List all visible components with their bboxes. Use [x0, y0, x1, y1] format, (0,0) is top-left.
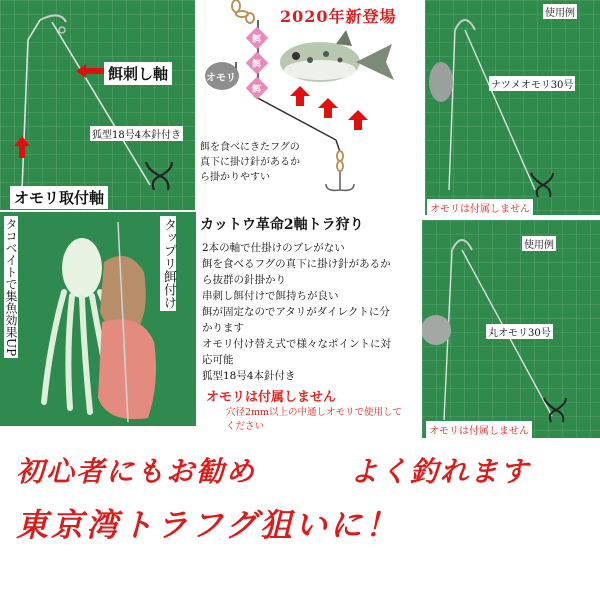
usage-photo-panel-bottomright [422, 220, 600, 438]
banner-line-target: 東京湾トラフグ狙いに！ [16, 506, 401, 544]
octopus-lure-caption: タコベイトで集魚効果UP [4, 218, 18, 357]
feature-line: 2本の軸で仕掛けのブレがない [202, 242, 345, 254]
usage-photo-panel-topright [425, 0, 600, 215]
pufferfish-icon [280, 30, 394, 82]
bait-axis-label: 餌刺し軸 [104, 62, 172, 85]
feature-line: オモリ付け替え式で様々なポイントに対 [202, 338, 391, 350]
sinker-weight-label: ナツメオモリ30号 [489, 76, 575, 91]
new-release-headline: 2020年新登場 [280, 7, 397, 26]
feature-line: 餌が固定なのでアタリがダイレクトに分 [202, 306, 390, 318]
no-sinker-warning-center: オモリは付属しません [206, 390, 337, 405]
diagram-caption [200, 140, 300, 185]
bait-label-1: 餌 [252, 35, 262, 45]
rig-diagram-panel [196, 0, 424, 210]
left-arrow-icon [76, 64, 104, 78]
bait-label-3: 餌 [252, 85, 262, 95]
no-sinker-warning: オモリは付属しません [427, 199, 533, 215]
feature-line: 餌を食べるフグの真下に掛け針があるか [202, 258, 391, 270]
banner-line-catches: よく釣れます [350, 455, 531, 488]
banner-line-beginners: 初心者にもお勧め [16, 455, 257, 488]
rig-photo-panel-topleft [0, 0, 195, 210]
sinker-label: オモリ [206, 73, 236, 84]
hook-spec-label: 狐型18号4本針付き [90, 126, 183, 141]
sinker-requirement-line: 穴径2mm以上の中通しオモリで使用して [226, 407, 403, 418]
caption-line: 真下に掛け針があるか [200, 157, 300, 168]
sinker-axis-label: オモリ取付軸 [10, 186, 108, 209]
caption-line: 餌を食べにきたフグの [200, 142, 300, 153]
usage-example-label: 使用例 [522, 236, 556, 251]
up-arrow-icon [14, 136, 30, 158]
rig-wire-illustration [0, 0, 195, 210]
sinker-requirement-line: ください [226, 421, 265, 432]
caption-line: ら掛かりやすい [200, 172, 270, 183]
rig-with-sinker-illustration [425, 0, 600, 215]
no-sinker-warning: オモリは付属しません [426, 421, 532, 438]
feature-line: 応可能 [202, 354, 234, 366]
feature-line: かります [202, 322, 244, 334]
sinker-weight-label: 丸オモリ30号 [486, 324, 553, 339]
plenty-bait-caption: タップリ餌付け [161, 218, 176, 309]
feature-line: 狐型18号4本針付き [202, 370, 296, 382]
product-title: カットウ革命2軸トラ狩り [200, 217, 364, 233]
feature-line: ら抜群の針掛かり [202, 274, 286, 286]
feature-line: 串刺し餌付けで餌持ちが良い [202, 290, 339, 302]
bait-photo-panel [0, 212, 196, 426]
bait-label-2: 餌 [252, 60, 262, 70]
usage-example-label: 使用例 [543, 4, 577, 19]
